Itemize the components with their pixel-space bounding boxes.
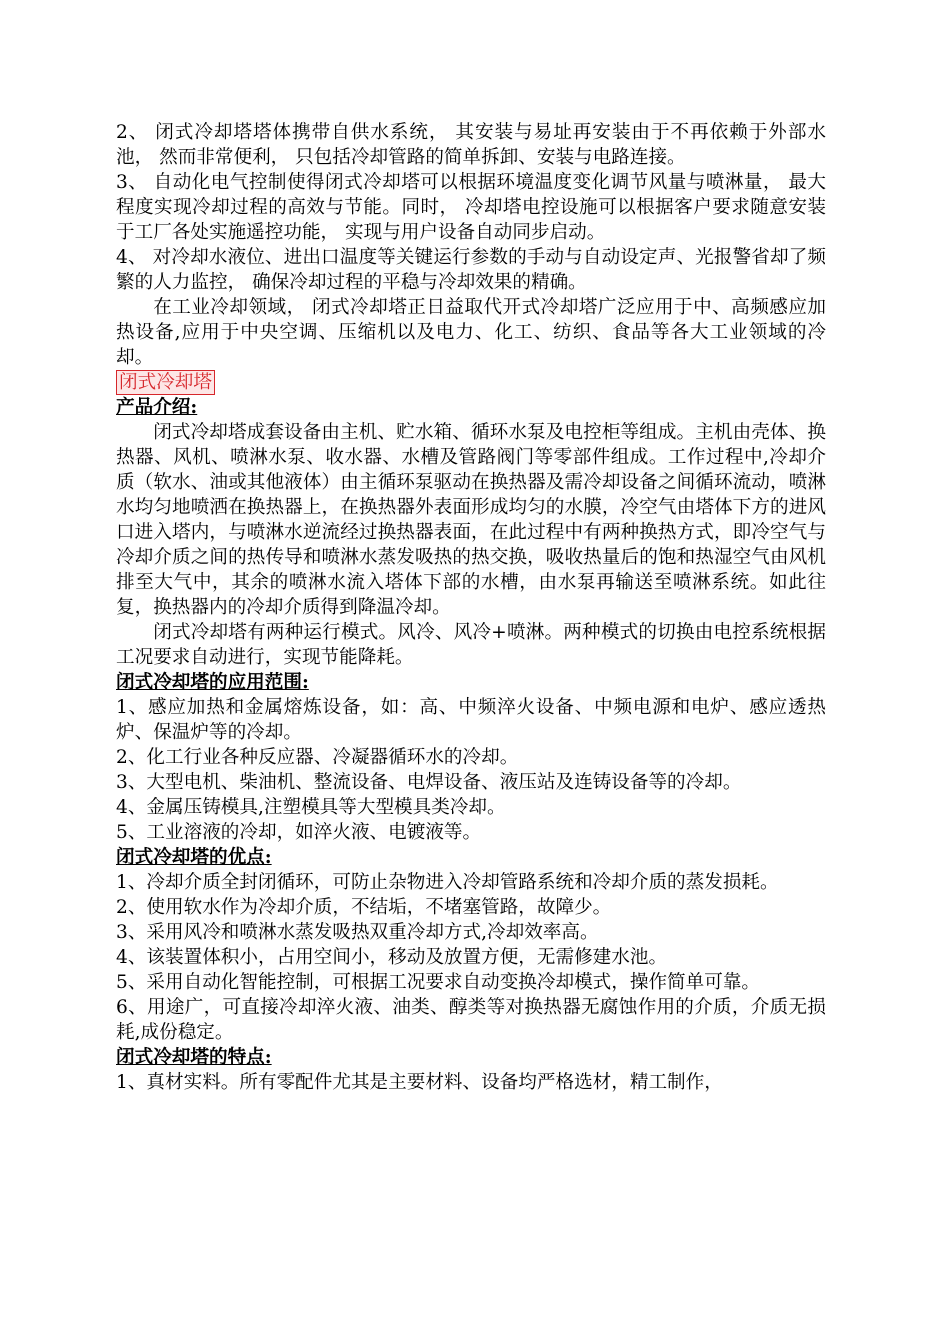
- list-item: 4、该装置体积小，占用空间小，移动及放置方便，无需修建水池。: [116, 947, 668, 968]
- body-paragraph: 闭式冷却塔有两种运行模式。风冷、风冷+喷淋。两种模式的切换由电控系统根据工况要求自动进行，实现节能降耗。: [116, 622, 826, 668]
- section-heading-product-intro: 产品介绍:: [116, 397, 198, 418]
- intro-paragraph: 在工业冷却领域， 闭式冷却塔正日益取代开式冷却塔广泛应用于中、高频感应加热设备,应用于中央空调、压缩机以及电力、化工、纺织、食品等各大工业领域的冷却。: [116, 297, 826, 368]
- section-heading-features: 闭式冷却塔的特点:: [116, 1047, 272, 1068]
- list-item: 5、采用自动化智能控制，可根据工况要求自动变换冷却模式，操作简单可靠。: [116, 972, 761, 993]
- list-item: 2、化工行业各种反应器、冷凝器循环水的冷却。: [116, 747, 519, 768]
- list-item: 1、感应加热和金属熔炼设备，如：高、中频淬火设备、中频电源和电炉、感应透热炉、保温炉等的冷却。: [116, 697, 826, 743]
- section-heading-advantages: 闭式冷却塔的优点:: [116, 847, 272, 868]
- highlighted-tag[interactable]: 闭式冷却塔: [116, 370, 215, 395]
- list-item: 4、金属压铸模具,注塑模具等大型模具类冷却。: [116, 797, 506, 818]
- list-item: 5、工业溶液的冷却，如淬火液、电镀液等。: [116, 822, 482, 843]
- document-page: [116, 120, 826, 1095]
- intro-item: 2、 闭式冷却塔塔体携带自供水系统， 其安装与易址再安装由于不再依赖于外部水池， 然而非常便利， 只包括冷却管路的简单拆卸、安装与电路连接。: [116, 122, 826, 168]
- intro-item: 4、 对冷却水液位、进出口温度等关键运行参数的手动与自动设定声、光报警省却了频繁的人力监控， 确保冷却过程的平稳与冷却效果的精确。: [116, 247, 826, 293]
- list-item: 3、采用风冷和喷淋水蒸发吸热双重冷却方式,冷却效率高。: [116, 922, 599, 943]
- list-item: 1、冷却介质全封闭循环，可防止杂物进入冷却管路系统和冷却介质的蒸发损耗。: [116, 872, 779, 893]
- list-item: 1、真材实料。所有零配件尤其是主要材料、设备均严格选材，精工制作，: [116, 1072, 723, 1093]
- list-item: 2、使用软水作为冷却介质，不结垢，不堵塞管路，故障少。: [116, 897, 612, 918]
- body-paragraph: 闭式冷却塔成套设备由主机、贮水箱、循环水泵及电控柜等组成。主机由壳体、换热器、风机、喷淋水泵、收水器、水槽及管路阀门等零部件组成。工作过程中,冷却介质（软水、油或其他液体）由主循环泵驱动在换热器及需冷却设备之间循环流动，喷淋水均匀地喷洒在换热器上，在换热器外表面形成均匀的水膜，冷空气由塔体下方的进风口进入塔内，与喷淋水逆流经过换热器表面，在此过程中有两种换热方式，即冷空气与冷却介质之间的热传导和喷淋水蒸发吸热的热交换，吸收热量后的饱和热湿空气由风机排至大气中，其余的喷淋水流入塔体下部的水槽，由水泵再输送至喷淋系统。如此往复，换热器内的冷却介质得到降温冷却。: [116, 422, 826, 618]
- section-heading-applications: 闭式冷却塔的应用范围:: [116, 672, 309, 693]
- list-item: 3、大型电机、柴油机、整流设备、电焊设备、液压站及连铸设备等的冷却。: [116, 772, 742, 793]
- intro-item: 3、 自动化电气控制使得闭式冷却塔可以根据环境温度变化调节风量与喷淋量， 最大程度实现冷却过程的高效与节能。同时， 冷却塔电控设施可以根据客户要求随意安装于工厂各处实施遥控功能， 实现与用户设备自动同步启动。: [116, 172, 826, 243]
- list-item: 6、用途广，可直接冷却淬火液、油类、醇类等对换热器无腐蚀作用的介质，介质无损耗,成份稳定。: [116, 997, 826, 1043]
